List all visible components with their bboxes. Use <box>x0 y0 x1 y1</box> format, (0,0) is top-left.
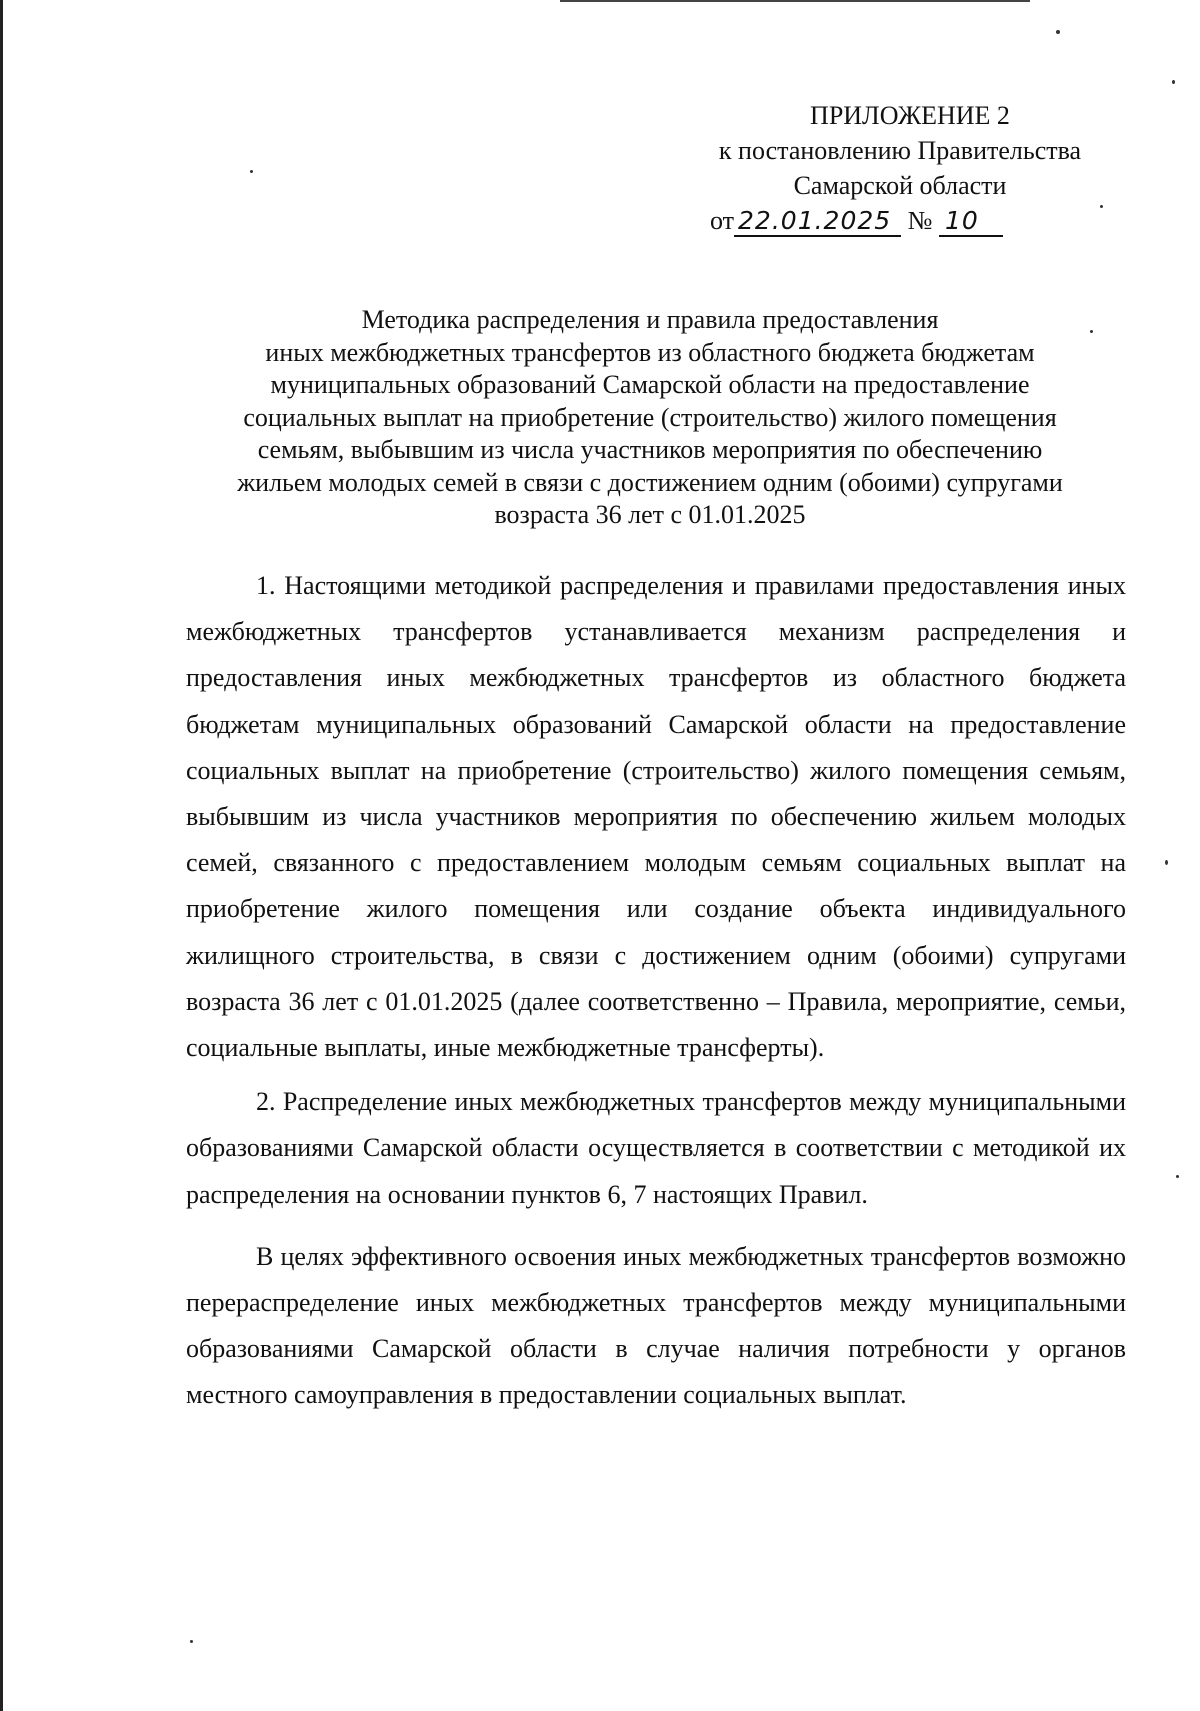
handwritten-date: 22.01.2025 <box>734 206 901 237</box>
scan-speck <box>1176 1175 1179 1178</box>
paragraph-1: 1. Настоящими методикой распределения и правилами предоставления иных межбюджетных трансфертов устанавливается механизм распределения и предоставления иных межбюджетных трансфертов из областного бюджета бюджетам муниципальных образований Самарской области на предоставление социальных выплат на приобретение (строительство) жилого помещения семьям, выбывшим из числа участников мероприятия по обеспечению жильем молодых семей, связанного с предоставлением молодым семьям социальных выплат на приобретение жилого помещения или создание объекта индивидуального жилищного строительства, в связи с достижением одним (обоими) супругами возраста 36 лет с 01.01.2025 (далее соответственно – Правила, мероприятие, семьи, социальные выплаты, иные межбюджетные трансферты). <box>186 571 1126 1063</box>
appendix-title: ПРИЛОЖЕНИЕ 2 <box>810 101 1010 130</box>
appendix-region-line: Самарской области <box>793 171 1007 200</box>
title-line: социальных выплат на приобретение (строительство) жилого помещения <box>243 402 1057 432</box>
from-label: от <box>710 206 735 235</box>
title-line: иных межбюджетных трансфертов из областного бюджета бюджетам <box>265 337 1035 367</box>
document-body <box>186 563 1126 1419</box>
scan-top-line <box>560 0 1030 2</box>
title-line: жильем молодых семей в связи с достижением одним (обоими) супругами <box>237 467 1063 497</box>
appendix-resolution-line: к постановлению Правительства <box>718 136 1082 165</box>
title-line: семьям, выбывшим из числа участников мероприятия по обеспечению <box>257 435 1043 464</box>
appendix-date-number-line <box>710 203 1160 238</box>
paragraph-3: В целях эффективного освоения иных межбюджетных трансфертов возможно перераспределение иных межбюджетных трансфертов между муниципальными образованиями Самарской области в случае наличия потребности у органов местного самоуправления в предоставлении социальных выплат. <box>186 1241 1126 1410</box>
handwritten-number: 10 <box>939 206 1003 237</box>
number-label: № <box>907 206 933 235</box>
scan-speck <box>250 170 253 173</box>
appendix-header <box>640 98 1160 238</box>
scan-edge <box>0 0 3 1711</box>
paragraph-2: 2. Распределение иных межбюджетных трансфертов между муниципальными образованиями Самарской области осуществляется в соответствии с методикой их распределения на основании пунктов 6, 7 настоящих Правил. <box>186 1087 1126 1209</box>
scan-speck <box>1165 860 1168 865</box>
scan-speck <box>190 1640 193 1643</box>
title-line: муниципальных образований Самарской области на предоставление <box>270 370 1030 399</box>
scan-speck <box>1172 80 1175 84</box>
document-title <box>170 304 1130 532</box>
title-line: Методика распределения и правила предоставления <box>361 305 939 334</box>
title-line: возраста 36 лет с 01.01.2025 <box>494 500 806 529</box>
scan-speck <box>1056 30 1060 34</box>
